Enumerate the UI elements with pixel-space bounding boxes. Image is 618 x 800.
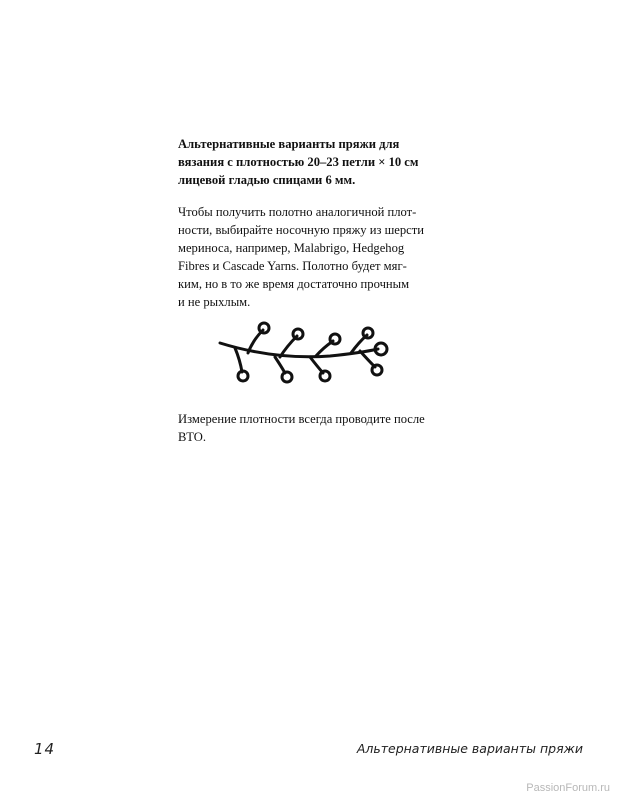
paragraph-line: Измерение плотности всегда проводите после	[178, 412, 425, 426]
section-heading	[178, 135, 448, 189]
watermark: PassionForum.ru	[526, 782, 610, 794]
heading-line: Альтернативные варианты пряжи для	[178, 137, 400, 151]
branch-ornament-icon	[215, 318, 395, 390]
paragraph-line: Fibres и Cascade Yarns. Полотно будет мяг-	[178, 259, 407, 273]
body-paragraph-measurement	[178, 410, 448, 446]
paragraph-line: и не рыхлым.	[178, 295, 251, 309]
paragraph-line: Чтобы получить полотно аналогичной плот-	[178, 205, 417, 219]
page-number: 14	[34, 740, 56, 758]
paragraph-line: ВТО.	[178, 430, 207, 444]
body-paragraph-yarn	[178, 203, 448, 311]
paragraph-line: ким, но в то же время достаточно прочным	[178, 277, 410, 291]
paragraph-line: мериноса, например, Malabrigo, Hedgehog	[178, 241, 405, 255]
running-title: Альтернативные варианты пряжи	[356, 741, 583, 756]
heading-line: вязания с плотностью 20–23 петли × 10 см	[178, 155, 419, 169]
heading-line: лицевой гладью спицами 6 мм.	[178, 173, 356, 187]
paragraph-line: ности, выбирайте носочную пряжу из шерсти	[178, 223, 424, 237]
